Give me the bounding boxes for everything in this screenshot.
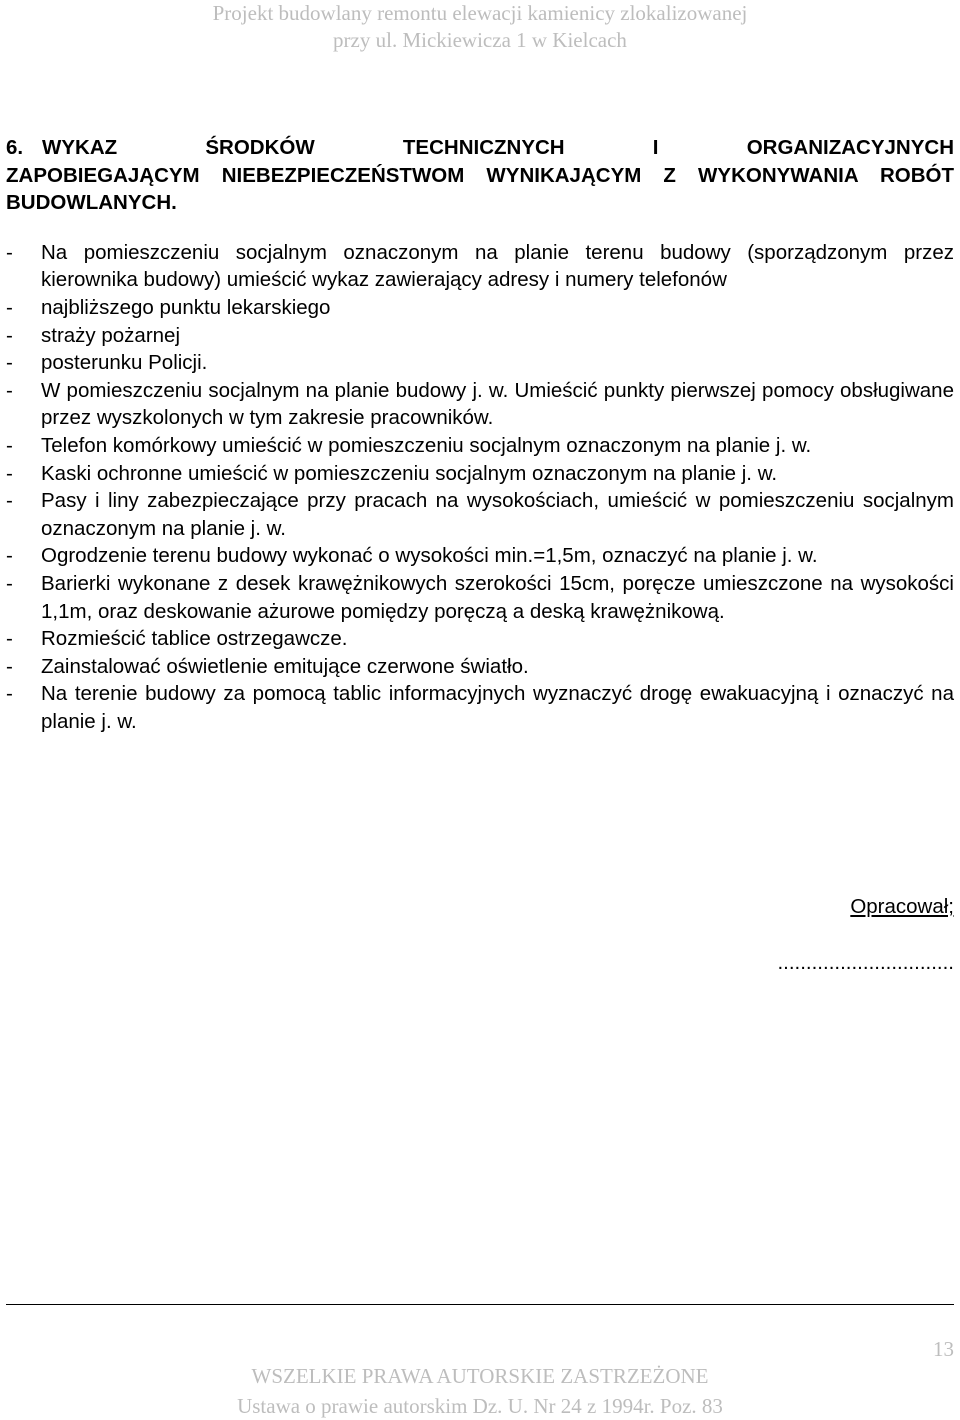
list-item: [6, 460, 954, 488]
list-item-dash: -: [6, 461, 13, 485]
section-title-line-1: [6, 134, 954, 162]
list-item-dash: -: [6, 682, 13, 706]
list-item-dash: -: [6, 323, 13, 347]
footer-line-2: Ustawa o prawie autorskim Dz. U. Nr 24 z 1994r. Poz. 83: [237, 1394, 723, 1418]
list-item-dash: -: [6, 378, 13, 402]
list-item-text: posterunku Policji.: [41, 351, 208, 375]
list-item-dash: -: [6, 654, 13, 678]
list-item-text: Zainstalować oświetlenie emitujące czerwone światło.: [41, 654, 529, 678]
page-number: 13: [933, 1337, 954, 1361]
list-item-dash: -: [6, 571, 13, 595]
list-item-text: W pomieszczeniu socjalnym na planie budowy j. w. Umieścić punkty pierwszej pomocy obsługiwane przez wyszkolonych w tym zakresie pracowników.: [41, 378, 954, 430]
header-line-2: przy ul. Mickiewicza 1 w Kielcach: [333, 28, 627, 52]
signature-label: Opracował;: [850, 895, 954, 918]
document-body: [6, 134, 954, 735]
footer-rule: [6, 1304, 954, 1305]
list-item: [6, 625, 954, 653]
list-item: [6, 542, 954, 570]
list-item: [6, 653, 954, 681]
list-item-text: Ogrodzenie terenu budowy wykonać o wysokości min.=1,5m, oznaczyć na planie j. w.: [41, 544, 818, 568]
signature-block: [777, 893, 954, 976]
section-title: [6, 134, 954, 217]
list-item-text: Pasy i liny zabezpieczające przy pracach na wysokościach, umieścić w pomieszczeniu socjalnym oznaczonym na planie j. w.: [41, 489, 954, 540]
list-item: [6, 680, 954, 735]
list-item: [6, 322, 954, 350]
section-title-first-line: WYKAZ ŚRODKÓW TECHNICZNYCH I ORGANIZACYJNYCH: [42, 136, 954, 159]
list-item: [6, 349, 954, 377]
footer-line-1: WSZELKIE PRAWA AUTORSKIE ZASTRZEŻONE: [251, 1364, 709, 1388]
list-item: [6, 432, 954, 460]
list-item-text: Kaski ochronne umieścić w pomieszczeniu socjalnym oznaczonym na planie j. w.: [41, 461, 778, 485]
list-item: [6, 239, 954, 294]
list-item-text: Barierki wykonane z desek krawężnikowych szerokości 15cm, poręcze umieszczone na wysokości 1,1m, oraz deskowanie ażurowe pomiędzy poręczą a deską krawężnikową.: [41, 571, 954, 623]
list-item-dash: -: [6, 240, 13, 264]
section-title-continuation: ZAPOBIEGAJĄCYM NIEBEZPIECZEŃSTWOM WYNIKAJĄCYM Z WYKONYWANIA ROBÓT BUDOWLANYCH.: [6, 163, 954, 215]
list-item-dash: -: [6, 351, 13, 375]
header-line-1: Projekt budowlany remontu elewacji kamienicy zlokalizowanej: [212, 1, 748, 25]
list-item-text: Rozmieścić tablice ostrzegawcze.: [41, 627, 348, 651]
list-item-dash: -: [6, 433, 13, 457]
list-item-text: Na terenie budowy za pomocą tablic informacyjnych wyznaczyć drogę ewakuacyjną i oznaczyć na planie j. w.: [41, 682, 954, 733]
page-header: [0, 0, 960, 53]
list-item-dash: -: [6, 627, 13, 651]
list-item-dash: -: [6, 489, 13, 513]
page-footer: [0, 1363, 960, 1419]
list-item-text: najbliższego punktu lekarskiego: [41, 295, 331, 319]
signature-dots: ...............................: [777, 950, 954, 974]
list-item-dash: -: [6, 544, 13, 568]
list-item-text: Telefon komórkowy umieścić w pomieszczeniu socjalnym oznaczonym na planie j. w.: [41, 433, 812, 457]
list-item-text: straży pożarnej: [41, 323, 181, 347]
list-item-text: Na pomieszczeniu socjalnym oznaczonym na planie terenu budowy (sporządzonym przez kierownika budowy) umieścić wykaz zawierający adresy i numery telefonów: [41, 240, 954, 292]
list-item: [6, 487, 954, 542]
list-item: [6, 570, 954, 625]
list-item: [6, 377, 954, 432]
list-item: [6, 294, 954, 322]
list-item-dash: -: [6, 295, 13, 319]
section-number: 6.: [6, 136, 24, 159]
measures-list: [6, 239, 954, 736]
